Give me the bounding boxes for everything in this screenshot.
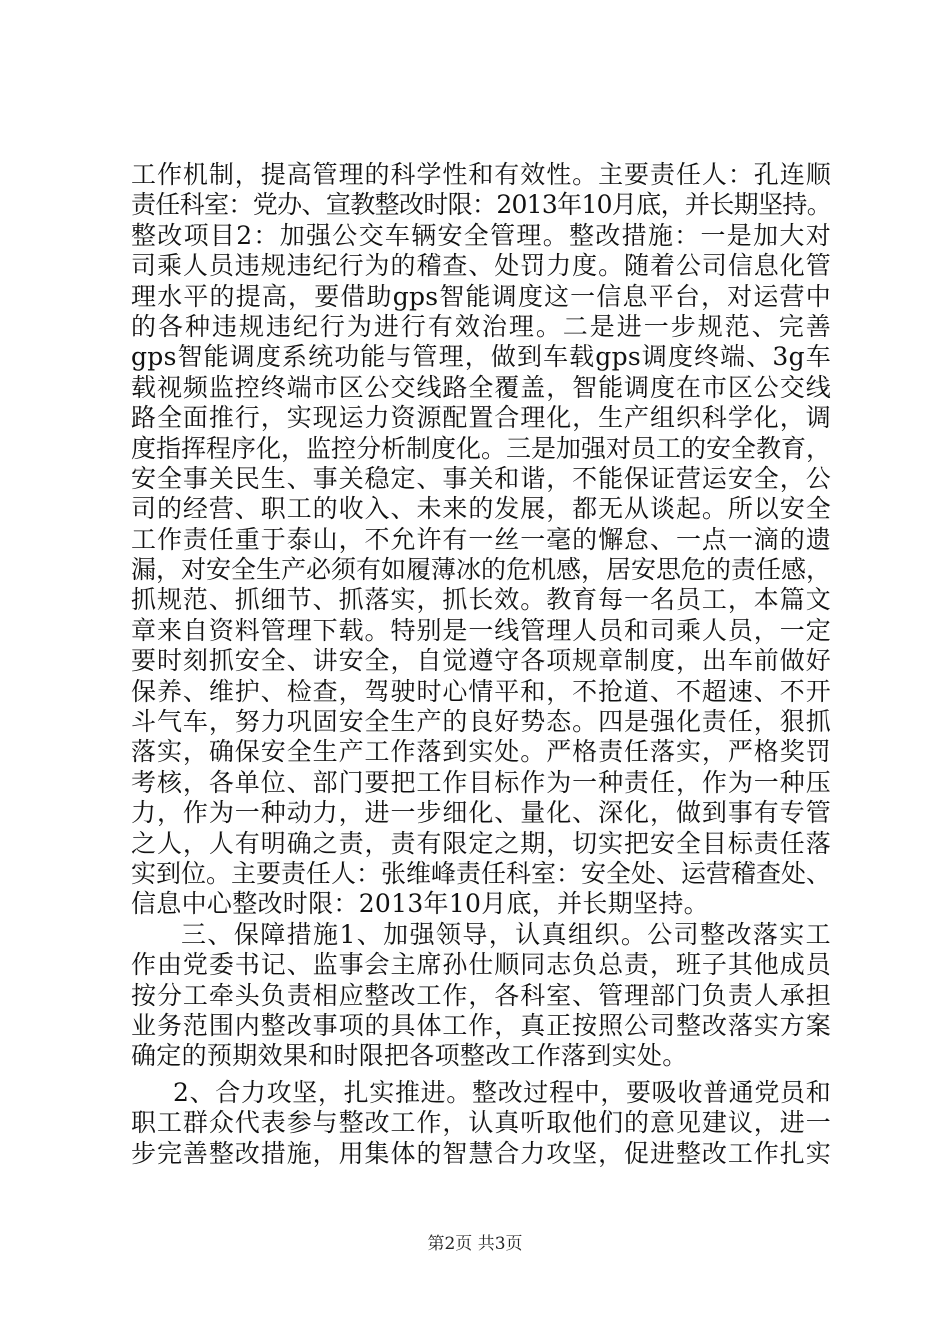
text-line: 考核，各单位、部门要把工作目标作为一种责任，作为一种压 (131, 767, 831, 797)
text-line: 理水平的提高，要借助gps智能调度这一信息平台，对运营中 (131, 281, 831, 311)
text-line: 责任科室：党办、宣教整改时限：2013年10月底，并长期坚持。 (131, 190, 831, 220)
text-line: 路全面推行，实现运力资源配置合理化，生产组织科学化，调 (131, 403, 831, 433)
text-line: 三、保障措施1、加强领导，认真组织。公司整改落实工 (181, 919, 831, 949)
text-line: 实到位。主要责任人：张维峰责任科室：安全处、运营稽查处、 (131, 858, 832, 888)
text-line: 的各种违规违纪行为进行有效治理。二是进一步规范、完善 (131, 311, 831, 341)
text-line: gps智能调度系统功能与管理，做到车载gps调度终端、3g车 (131, 342, 831, 372)
text-line: 落实，确保安全生产工作落到实处。严格责任落实，严格奖罚 (131, 737, 831, 767)
document-body (131, 160, 831, 1169)
text-line: 工作机制，提高管理的科学性和有效性。主要责任人：孔连顺 (131, 160, 831, 189)
text-line: 力，作为一种动力，进一步细化、量化、深化，做到事有专管 (131, 798, 831, 828)
text-line: 整改项目2：加强公交车辆安全管理。整改措施：一是加大对 (131, 220, 831, 250)
text-line: 要时刻抓安全、讲安全，自觉遵守各项规章制度，出车前做好 (131, 646, 831, 676)
text-line: 步完善整改措施，用集体的智慧合力攻坚，促进整改工作扎实 (131, 1138, 831, 1168)
text-line: 斗气车，努力巩固安全生产的良好势态。四是强化责任，狠抓 (131, 707, 831, 737)
text-line: 司的经营、职工的收入、未来的发展，都无从谈起。所以安全 (131, 494, 831, 524)
text-line: 工作责任重于泰山，不允许有一丝一毫的懈怠、一点一滴的遗 (131, 524, 831, 554)
text-line: 职工群众代表参与整改工作，认真听取他们的意见建议，进一 (131, 1108, 831, 1138)
text-line: 载视频监控终端市区公交线路全覆盖，智能调度在市区公交线 (131, 372, 831, 402)
text-line: 度指挥程序化，监控分析制度化。三是加强对员工的安全教育， (131, 433, 832, 463)
text-line: 司乘人员违规违纪行为的稽查、处罚力度。随着公司信息化管 (131, 251, 831, 281)
page-number-footer: 第2页 共3页 (427, 1234, 523, 1254)
text-line: 抓规范、抓细节、抓落实，抓长效。教育每一名员工，本篇文 (131, 585, 831, 615)
text-line: 安全事关民生、事关稳定、事关和谐，不能保证营运安全，公 (131, 463, 831, 493)
text-line: 保养、维护、检查，驾驶时心情平和，不抢道、不超速、不开 (131, 676, 831, 706)
text-line: 确定的预期效果和时限把各项整改工作落到实处。 (131, 1041, 688, 1071)
text-line: 漏，对安全生产必须有如履薄冰的危机感，居安思危的责任感， (131, 555, 832, 585)
text-line: 信息中心整改时限：2013年10月底，并长期坚持。 (131, 889, 709, 919)
text-line: 2、合力攻坚，扎实推进。整改过程中，要吸收普通党员和 (173, 1077, 831, 1107)
text-line: 按分工牵头负责相应整改工作，各科室、管理部门负责人承担 (131, 980, 831, 1010)
text-line: 之人，人有明确之责，责有限定之期，切实把安全目标责任落 (131, 828, 831, 858)
text-line: 作由党委书记、监事会主席孙仕顺同志负总责，班子其他成员 (131, 950, 831, 980)
text-line: 章来自资料管理下载。特别是一线管理人员和司乘人员，一定 (131, 615, 831, 645)
text-line: 业务范围内整改事项的具体工作，真正按照公司整改落实方案 (131, 1010, 831, 1040)
